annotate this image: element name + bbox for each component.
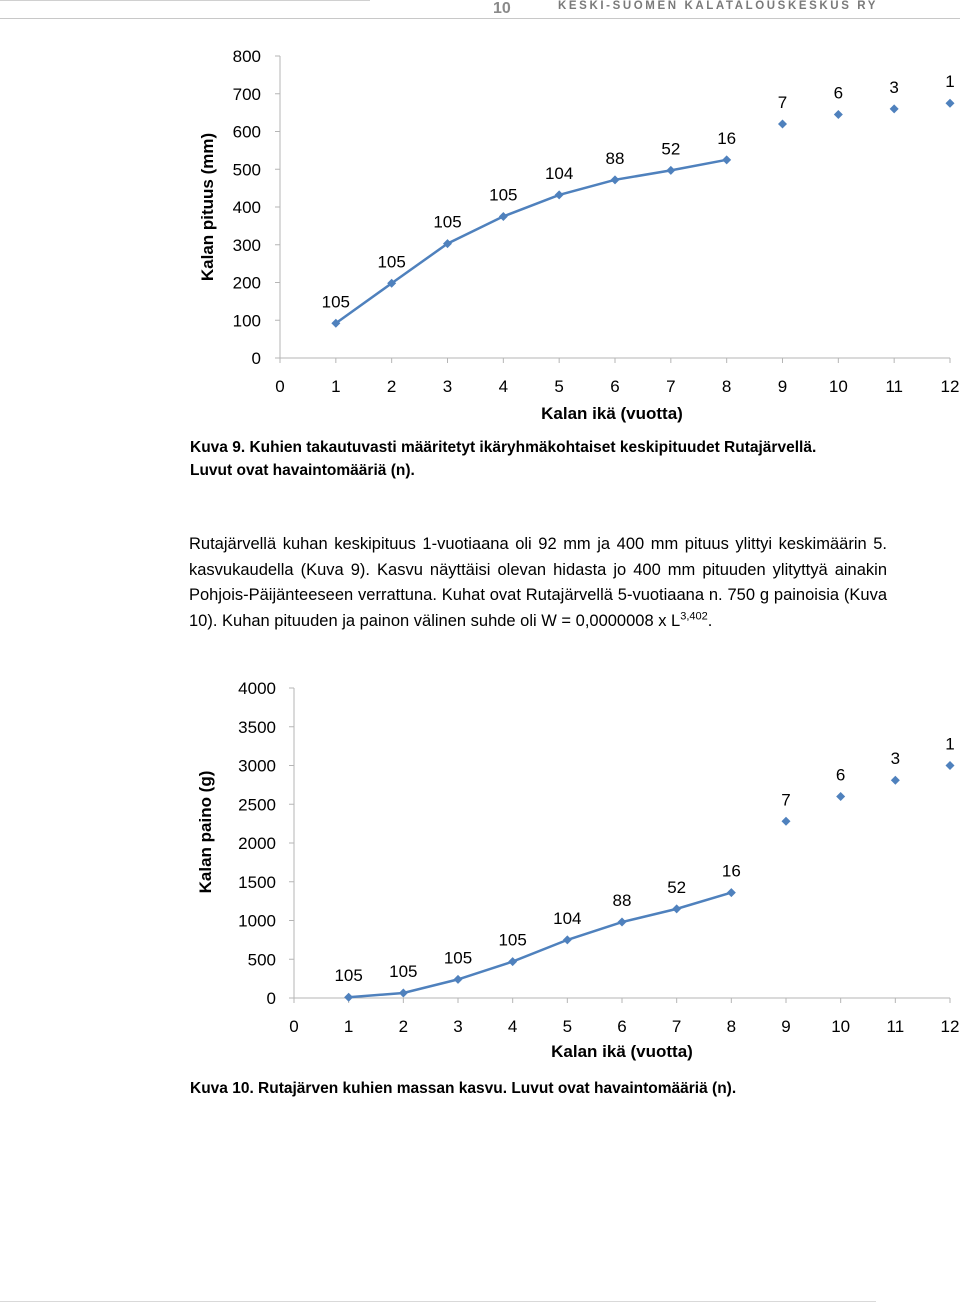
- x-tick-label: 5: [562, 1017, 573, 1036]
- x-tick-label: 7: [671, 1017, 682, 1036]
- y-tick-label: 800: [232, 47, 261, 66]
- data-count-label: 105: [321, 292, 351, 312]
- x-tick-label: 12: [940, 377, 960, 396]
- y-tick-label: 0: [266, 989, 276, 1008]
- y-tick-label: 1500: [238, 872, 276, 892]
- bottom-rule: [0, 1301, 876, 1302]
- x-tick-label: 3: [453, 1017, 463, 1036]
- x-tick-label: 7: [666, 377, 676, 396]
- data-count-label: 6: [835, 765, 846, 785]
- data-point-marker: [344, 993, 353, 1002]
- y-axis-title: Kalan paino (g): [196, 770, 215, 894]
- data-point-marker: [891, 776, 900, 785]
- y-tick-label: 3500: [238, 717, 276, 737]
- x-tick-label: 10: [831, 1017, 851, 1036]
- y-axis-title: Kalan pituus (mm): [198, 132, 217, 282]
- y-tick-label: 300: [232, 235, 261, 255]
- data-count-label: 88: [612, 891, 632, 911]
- y-tick-label: 2000: [238, 834, 276, 853]
- data-count-label: 105: [498, 930, 527, 950]
- data-count-label: 7: [781, 790, 791, 810]
- x-tick-label: 11: [885, 377, 903, 396]
- x-tick-label: 8: [726, 1017, 737, 1036]
- data-count-label: 105: [489, 185, 518, 205]
- x-axis-title: Kalan ikä (vuotta): [551, 1042, 693, 1061]
- data-count-label: 105: [334, 966, 363, 986]
- x-tick-label: 10: [828, 377, 848, 396]
- body-exponent: 3,402: [680, 610, 708, 622]
- data-count-label: 1: [945, 734, 955, 754]
- data-count-label: 88: [605, 148, 625, 168]
- data-count-label: 105: [377, 252, 406, 272]
- y-tick-label: 1000: [238, 911, 276, 931]
- data-count-label: 52: [667, 877, 687, 897]
- data-point-marker: [454, 975, 463, 984]
- x-tick-label: 9: [781, 1017, 791, 1036]
- x-tick-label: 5: [554, 377, 564, 396]
- data-count-label: 3: [889, 77, 899, 97]
- data-count-label: 1: [945, 72, 955, 92]
- page-number: 10: [493, 0, 511, 17]
- x-tick-label: 6: [610, 377, 620, 396]
- x-axis-title: Kalan ikä (vuotta): [541, 404, 683, 423]
- data-point-marker: [508, 957, 517, 966]
- y-tick-label: 2500: [238, 795, 276, 815]
- data-count-label: 104: [553, 908, 582, 928]
- data-point-marker: [399, 988, 408, 997]
- data-count-label: 16: [717, 128, 737, 148]
- x-tick-label: 9: [777, 377, 788, 396]
- x-tick-label: 2: [398, 1017, 409, 1036]
- x-tick-label: 0: [275, 377, 285, 396]
- y-tick-label: 700: [232, 84, 261, 104]
- data-point-marker: [672, 904, 681, 913]
- figure-10-caption: Kuva 10. Rutajärven kuhien massan kasvu. Luvut ovat havaintomääriä (n).: [190, 1080, 737, 1097]
- data-count-label: 16: [721, 861, 741, 881]
- data-count-label: 105: [443, 948, 473, 968]
- x-tick-label: 12: [940, 1017, 960, 1036]
- y-tick-label: 500: [247, 950, 276, 970]
- x-tick-label: 8: [721, 377, 732, 396]
- body-text-end: .: [707, 611, 713, 630]
- x-tick-label: 6: [617, 1017, 627, 1036]
- x-tick-label: 1: [343, 1017, 354, 1036]
- y-tick-label: 100: [232, 311, 261, 331]
- y-tick-label: 4000: [238, 679, 276, 698]
- data-point-marker: [618, 918, 627, 927]
- data-count-label: 105: [389, 961, 418, 981]
- y-tick-label: 200: [232, 273, 261, 293]
- y-tick-label: 3000: [238, 756, 276, 776]
- data-point-marker: [563, 935, 572, 944]
- data-point-marker: [946, 761, 955, 770]
- data-count-label: 52: [661, 139, 681, 159]
- x-tick-label: 4: [498, 377, 509, 396]
- body-text: Rutajärvellä kuhan keskipituus 1-vuotiaana oli 92 mm ja 400 mm pituus ylittyi keskimäärin 5. kasvukaudella (Kuva 9). Kasvu näyttäisi olevan hidasta jo 400 mm pituuden ylityttyä ainakin Pohjois-Päijänteeseen verrattuna. Kuhat ovat Rutajärvellä 5-vuotiaana n. 750 g painoisia (Kuva 10). Kuhan pituuden ja painon välinen suhde oli W = 0,0000008 x L: [189, 535, 887, 630]
- data-count-label: 7: [777, 92, 788, 112]
- x-tick-label: 2: [386, 377, 397, 396]
- data-count-label: 104: [544, 163, 574, 183]
- y-tick-label: 500: [232, 160, 261, 180]
- data-point-marker: [836, 792, 845, 801]
- caption-line-2: Luvut ovat havaintomääriä (n).: [190, 462, 415, 479]
- data-count-label: 6: [833, 83, 844, 103]
- data-count-label: 105: [433, 212, 462, 232]
- x-tick-label: 3: [442, 377, 453, 396]
- x-tick-label: 4: [507, 1017, 518, 1036]
- y-tick-label: 600: [232, 122, 261, 142]
- header-organization: KESKI-SUOMEN KALATALOUSKESKUS RY: [558, 0, 879, 12]
- y-tick-label: 400: [232, 198, 261, 217]
- caption-line-1: Kuva 9. Kuhien takautuvasti määritetyt ikäryhmäkohtaiset keskipituudet Rutajärvellä.: [190, 439, 817, 456]
- y-tick-label: 0: [251, 349, 261, 368]
- data-point-marker: [782, 817, 791, 826]
- x-tick-label: 11: [886, 1017, 905, 1036]
- data-count-label: 3: [890, 749, 901, 769]
- x-tick-label: 0: [289, 1017, 299, 1036]
- data-point-marker: [727, 888, 736, 897]
- x-tick-label: 1: [331, 377, 341, 396]
